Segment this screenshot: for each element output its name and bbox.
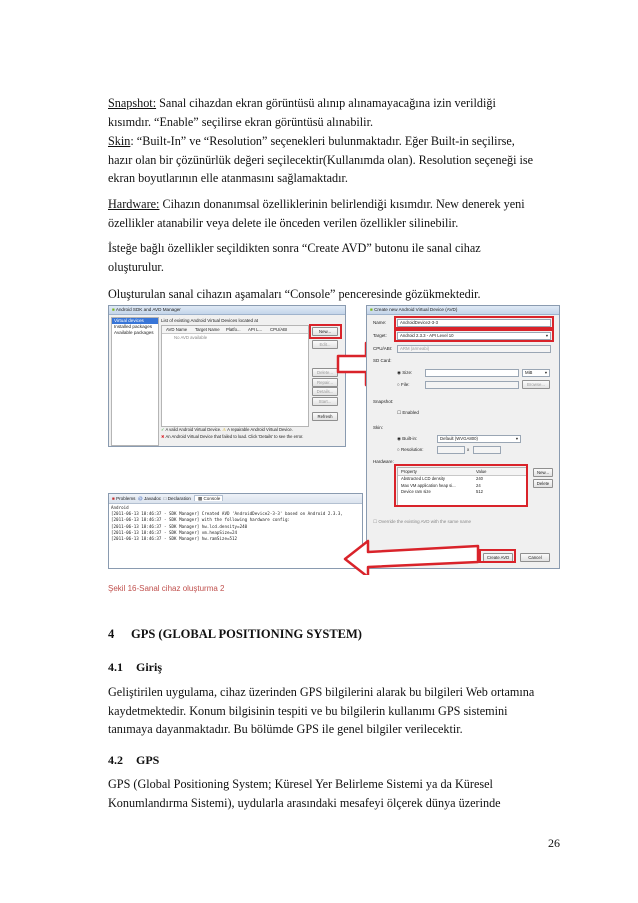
resolution-radio[interactable]: ○ Resolution:	[397, 447, 424, 452]
paragraph-skin: Skin: “Built-In” ve “Resolution” seçenekleri bulunmaktadır. Eğer Built-in seçilirse, hazır olan bir çözünürlük değeri seçilecektir(Kullanımda olan). Resolution seçeneği ise ekran boyutlarının elle atanmasını sağlamaktadır.	[108, 134, 534, 185]
chevron-down-icon: ▾	[544, 370, 547, 375]
create-avd-dialog	[366, 305, 560, 569]
chevron-down-icon: ▾	[545, 333, 548, 338]
sdcard-label: SD Card:	[373, 358, 392, 363]
resolution-width-input[interactable]	[437, 446, 465, 454]
table-row[interactable]: Abstracted LCD density 240	[401, 476, 483, 481]
col-cpu-abi[interactable]: CPU/ABI	[270, 327, 288, 332]
checkbox-icon: ☐	[397, 410, 402, 415]
figure-screenshot	[108, 305, 560, 575]
paragraph-gps: GPS (Global Positioning System; Küresel Yer Belirleme Sistemi ya da Küresel Konumlandırma Sistemi), uydularla arasındaki mesafeyi ölçerek dünya üzerinde	[108, 777, 501, 810]
arrow-left-icon	[342, 535, 482, 575]
sidebar-item-available[interactable]: Available packages	[114, 330, 154, 335]
avd-table	[161, 325, 309, 427]
hardware-delete-button[interactable]: Delete	[533, 479, 553, 488]
table-row[interactable]: Max VM application heap si... 24	[401, 482, 481, 488]
col-api-level[interactable]: API L...	[248, 327, 263, 332]
repair-avd-button[interactable]: Repair...	[312, 378, 338, 387]
file-radio[interactable]: ○ File:	[397, 382, 410, 387]
term-skin: Skin	[108, 134, 131, 148]
tab-console[interactable]: ▩ Console	[194, 495, 224, 501]
check-icon: ✓	[161, 427, 165, 432]
declaration-icon: □	[163, 496, 167, 501]
details-avd-button[interactable]: Details...	[312, 387, 338, 396]
paragraph-console: Oluşturulan sanal cihazın aşamaları “Console” penceresinde gözükmektedir.	[108, 287, 481, 301]
highlight-new-button	[309, 324, 342, 339]
console-icon: ▩	[197, 496, 203, 501]
col-platform[interactable]: Platfo...	[226, 327, 241, 332]
paragraph-snapshot: Snapshot: Sanal cihazdan ekran görüntüsü alınıp alınamayacağına izin verildiği kısımdır. “Enable” seçilirse ekran görüntüsü alınabilir.	[108, 96, 496, 129]
console-line: [2011-06-13 18:46:37 - SDK Manager] hw.ramSize=512	[111, 536, 238, 542]
console-line: [2011-06-13 18:46:37 - SDK Manager] hw.lcd.density=240	[111, 523, 248, 529]
paragraph-hardware: Hardware: Cihazın donanımsal özelliklerinin belirlendiği kısımdır. New denerek yeni özellikler atanabilir veya delete ile önceden verilen özellikler silinebilir.	[108, 197, 525, 230]
sidebar-item-installed[interactable]: Installed packages	[114, 324, 153, 329]
override-checkbox[interactable]: ☐ Override the existing AVD with the same name	[373, 519, 472, 524]
create-avd-titlebar: ■ Create new Android Virtual Device (AVD)	[367, 306, 559, 315]
term-snapshot: Snapshot:	[108, 96, 157, 110]
snapshot-enabled-checkbox[interactable]: ☐ Enabled	[397, 410, 419, 415]
page-number: 26	[548, 836, 560, 850]
section-heading: 4 GPS (GLOBAL POSITIONING SYSTEM)	[108, 627, 362, 641]
warning-icon: ⚠	[222, 427, 227, 432]
android-icon: ■	[370, 307, 373, 312]
highlight-hardware	[394, 464, 528, 507]
col-target-name[interactable]: Target Name	[195, 327, 220, 332]
radio-icon: ○	[397, 382, 400, 387]
figure-caption: Şekil 16-Sanal cihaz oluşturma 2	[108, 584, 225, 593]
sdcard-size-input[interactable]	[425, 369, 519, 377]
resolution-height-input[interactable]	[473, 446, 501, 454]
sdcard-file-input[interactable]	[425, 381, 519, 389]
refresh-button[interactable]: Refresh	[312, 412, 338, 421]
snapshot-label: Snapshot:	[373, 399, 394, 404]
builtin-radio[interactable]: ◉ Built-in:	[397, 436, 418, 441]
highlight-create-button	[479, 549, 516, 563]
problems-icon: ■	[112, 496, 115, 501]
sdk-manager-window	[108, 305, 346, 447]
builtin-skin-select[interactable]: Default (WVGA800) ▾	[437, 435, 521, 443]
start-avd-button[interactable]: Start...	[312, 397, 338, 406]
radio-icon: ○	[397, 447, 400, 452]
highlight-target	[394, 329, 554, 342]
console-line: [2011-06-13 18:46:37 - SDK Manager] Created AVD 'AndroidDevice2-3-3' based on Android 2.3.3,	[111, 511, 343, 517]
cpu-select[interactable]: ARM (armeabi)	[397, 345, 551, 353]
console-panel	[108, 493, 363, 569]
tab-problems[interactable]: Problems	[116, 496, 136, 501]
size-unit-select[interactable]: MiB ▾	[522, 369, 550, 377]
android-icon: ■	[112, 307, 115, 312]
delete-avd-button[interactable]: Delete...	[312, 368, 338, 377]
cpu-label: CPU/ABI:	[373, 346, 393, 351]
cancel-button[interactable]: Cancel	[520, 553, 550, 562]
create-avd-button[interactable]: Create AVD	[483, 553, 513, 562]
skin-label: Skin:	[373, 425, 384, 430]
table-row[interactable]: Device ram size 512	[401, 489, 483, 494]
avd-table-header	[162, 326, 308, 334]
new-avd-button[interactable]: New...	[312, 327, 338, 336]
sdk-sidebar	[111, 317, 159, 446]
hardware-new-button[interactable]: New...	[533, 468, 553, 477]
console-source: Android	[111, 505, 129, 510]
legend-valid: ✓ A valid Android Virtual Device. ⚠ A repairable Android Virtual Device.	[161, 427, 293, 432]
avd-name-input[interactable]: AndroidDevice2-3-3	[397, 319, 551, 327]
console-tabbar	[109, 494, 362, 504]
javadoc-icon: @	[138, 496, 143, 501]
radio-selected-icon: ◉	[397, 436, 401, 441]
error-icon: ✖	[161, 434, 165, 439]
target-select[interactable]: Android 2.3.3 - API Level 10 ▾	[397, 332, 551, 340]
hardware-table-header: Property Value	[398, 468, 526, 476]
name-label: Name:	[373, 320, 387, 325]
resolution-x-label: x	[467, 447, 470, 452]
console-output	[109, 504, 362, 543]
target-label: Target:	[373, 333, 387, 338]
highlight-name	[394, 316, 554, 329]
checkbox-icon: ☐	[373, 519, 378, 524]
tab-declaration[interactable]: Declaration	[167, 496, 191, 501]
subsection-heading-gps: 4.2 GPS	[108, 753, 160, 767]
hardware-label: Hardware:	[373, 459, 394, 464]
avd-empty-text: No AVD available	[174, 335, 208, 340]
subsection-heading-giris: 4.1 Giriş	[108, 660, 162, 674]
col-avd-name[interactable]: AVD Name	[166, 327, 188, 332]
size-radio[interactable]: ◉ Size:	[397, 370, 413, 375]
legend-failed: ✖ An Android Virtual Device that failed to load. Click 'Details' to see the error.	[161, 434, 304, 439]
paragraph-optional: İsteğe bağlı özellikler seçildikten sonra “Create AVD” butonu ile sanal cihaz oluşturulur.	[108, 241, 481, 274]
console-line: [2011-06-13 18:46:37 - SDK Manager] vm.heapSize=24	[111, 529, 238, 535]
browse-button[interactable]: Browse...	[522, 380, 550, 389]
console-line: [2011-06-13 18:46:37 - SDK Manager] with the following hardware config:	[111, 517, 290, 523]
avd-list-heading: List of existing Android Virtual Devices located at	[161, 318, 258, 323]
sdk-manager-titlebar: ■ Android SDK and AVD Manager	[109, 306, 345, 315]
term-hardware: Hardware:	[108, 197, 160, 211]
tab-javadoc[interactable]: Javadoc	[143, 496, 162, 501]
chevron-down-icon: ▾	[515, 436, 518, 441]
paragraph-giris: Geliştirilen uygulama, cihaz üzerinden GPS bilgilerini alarak bu bilgileri Web ortamına kaydetmektedir. Konum bilgisinin tespiti ve bu bilgilerin kullanımı GPS sistemini tanımaya dayanmaktadır. Bu bölümde GPS ile genel bilgiler verilecektir.	[108, 685, 535, 736]
radio-selected-icon: ◉	[397, 370, 401, 375]
edit-avd-button[interactable]: Edit...	[312, 340, 338, 349]
sidebar-item-virtual-devices[interactable]: Virtual devices	[112, 318, 158, 324]
